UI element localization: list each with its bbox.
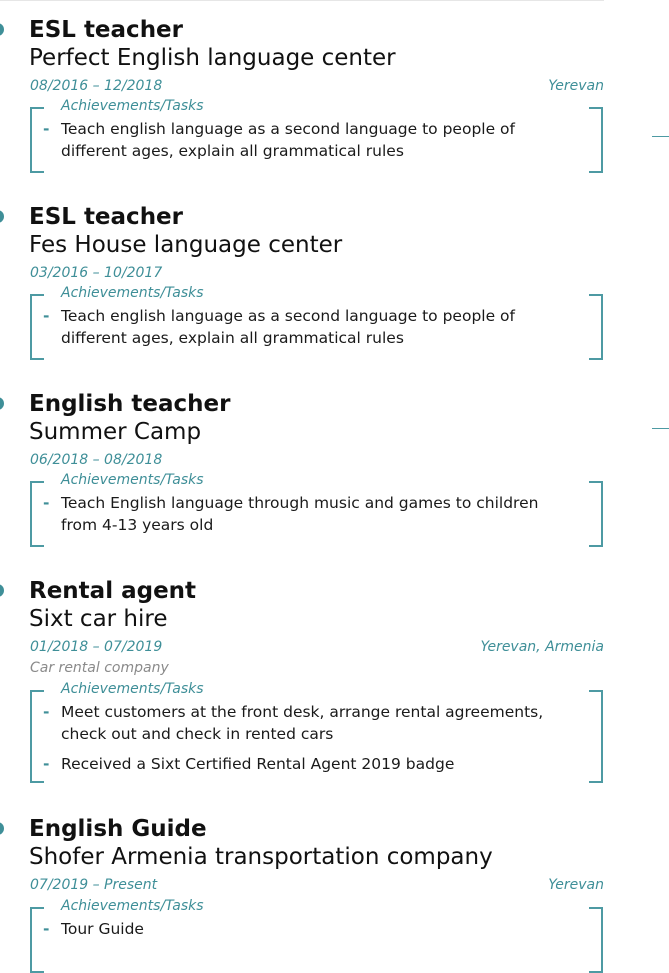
task-list [43,492,563,544]
achievements-label: Achievements/Tasks [61,680,208,698]
timeline-dot [0,23,4,36]
bracket-right [589,690,603,783]
bracket-left [30,907,44,973]
company-name: Summer Camp [29,419,202,445]
timeline-tick [652,428,669,429]
location: Yerevan, Armenia [480,639,604,655]
date-range: 01/2018 – 07/2019 [30,639,163,655]
task-item [43,305,563,349]
task-text: Received a Sixt Certified Rental Agent 2019 badge [61,755,455,773]
bracket-right [589,481,603,547]
dash-icon: - [43,494,50,512]
achievements-box [30,285,603,360]
achievements-box [30,98,603,173]
company-name: Sixt car hire [29,606,168,632]
achievements-label: Achievements/Tasks [61,97,208,115]
task-text: Teach english language as a second language to people of different ages, explain all grammatical rules [61,120,515,160]
achievements-box [30,898,603,973]
location: Yerevan [548,78,604,94]
location: Yerevan [548,877,604,893]
achievements-label: Achievements/Tasks [61,897,208,915]
job-title: Rental agent [29,578,197,604]
task-item [43,492,563,536]
company-name: Shofer Armenia transportation company [29,844,493,870]
job-title: ESL teacher [29,17,184,43]
bracket-left [30,107,44,173]
dash-icon: - [43,120,50,138]
bracket-right [589,294,603,360]
bracket-left [30,481,44,547]
task-text: Tour Guide [61,920,144,938]
task-text: Teach english language as a second language to people of different ages, explain all grammatical rules [61,307,515,347]
task-list [43,918,563,948]
achievements-label: Achievements/Tasks [61,284,208,302]
company-name: Fes House language center [29,232,343,258]
task-list [43,701,563,783]
date-range: 07/2019 – Present [30,877,158,893]
timeline-dot [0,397,4,410]
achievements-box [30,681,603,783]
timeline-tick [652,136,669,137]
task-text: Meet customers at the front desk, arrange rental agreements, check out and check in rented cars [61,703,544,743]
timeline-dot [0,822,4,835]
task-item [43,918,563,940]
task-item [43,753,563,775]
timeline-dot [0,584,4,597]
job-title: ESL teacher [29,204,184,230]
dash-icon: - [43,307,50,325]
task-list [43,118,563,170]
job-title: English teacher [29,391,231,417]
dash-icon: - [43,920,50,938]
bracket-left [30,294,44,360]
task-item [43,118,563,162]
task-list [43,305,563,357]
dash-icon: - [43,755,50,773]
bracket-right [589,907,603,973]
top-divider [0,0,604,1]
task-item [43,701,563,745]
bracket-right [589,107,603,173]
bracket-left [30,690,44,783]
company-name: Perfect English language center [29,45,396,71]
task-text: Teach English language through music and games to children from 4-13 years old [61,494,539,534]
dash-icon: - [43,703,50,721]
date-range: 06/2018 – 08/2018 [30,452,163,468]
job-title: English Guide [29,816,207,842]
timeline-dot [0,210,4,223]
company-description: Car rental company [30,660,169,676]
date-range: 08/2016 – 12/2018 [30,78,163,94]
achievements-label: Achievements/Tasks [61,471,208,489]
achievements-box [30,472,603,547]
date-range: 03/2016 – 10/2017 [30,265,163,281]
